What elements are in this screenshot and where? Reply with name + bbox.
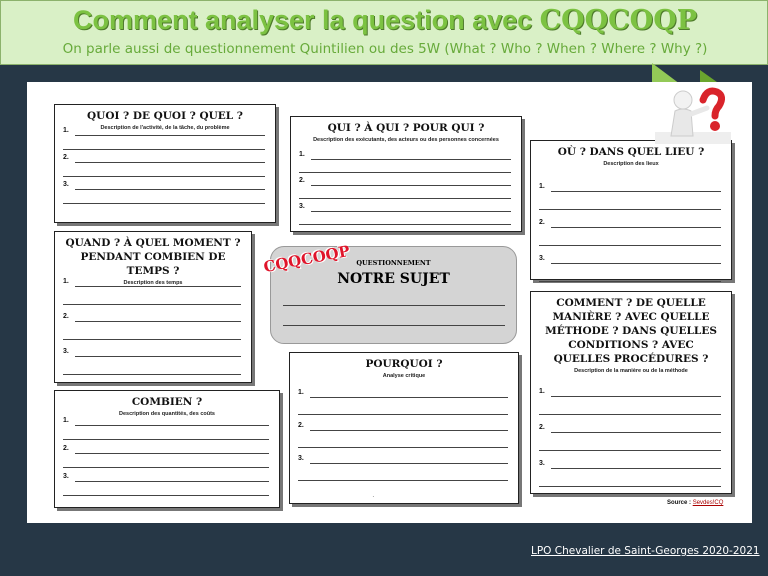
answer-line [63, 203, 265, 204]
answer-line [299, 198, 511, 199]
item-number: 1. [63, 417, 69, 424]
box-description: Description des lieux [603, 161, 659, 167]
box-comment [530, 291, 732, 494]
box-description: Analyse critique [382, 373, 426, 379]
item-number: 1. [298, 389, 304, 396]
answer-line [311, 185, 511, 186]
item-number: 1. [539, 388, 545, 395]
answer-line [299, 224, 511, 225]
answer-line [75, 425, 269, 426]
answer-line [299, 172, 511, 173]
answer-line [551, 432, 721, 433]
worksheet-image [27, 82, 752, 523]
answer-line [310, 463, 508, 464]
cqqcoqp-stamp: CQQCOQP [262, 241, 352, 277]
item-number: 3. [539, 460, 545, 467]
item-number: 2. [63, 154, 69, 161]
questionnement-label: QUESTIONNEMENT [356, 259, 431, 267]
answer-line [539, 245, 721, 246]
item-number: 1. [299, 151, 305, 158]
answer-line [539, 414, 721, 415]
box-title: OÙ ? DANS QUEL LIEU ? [557, 146, 705, 158]
item-number: 3. [299, 203, 305, 210]
answer-line [75, 356, 241, 357]
item-number: 3. [298, 455, 304, 462]
answer-line [63, 304, 241, 305]
item-number: 2. [299, 177, 305, 184]
answer-line [551, 468, 721, 469]
item-number: 3. [63, 348, 69, 355]
subject-line [283, 305, 505, 306]
box-title: COMMENT ? DE QUELLE MANIÈRE ? AVEC QUELLE MÉTHODE ? DANS QUELLES CONDITIONS ? AVEC QUELLES PROCÉDURES ? [545, 297, 717, 365]
item-number: 3. [63, 181, 69, 188]
answer-line [63, 339, 241, 340]
answer-line [75, 321, 241, 322]
item-number: 3. [63, 473, 69, 480]
answer-line [63, 176, 265, 177]
item-number: 1. [63, 278, 69, 285]
answer-line [551, 227, 721, 228]
answer-line [75, 162, 265, 163]
box-description: Description des quantités, des coûts [119, 411, 215, 417]
item-number: 2. [298, 422, 304, 429]
item-number: 3. [539, 255, 545, 262]
box-pourquoi [289, 352, 519, 504]
answer-line [298, 447, 508, 448]
box-title: QUI ? À QUI ? POUR QUI ? [327, 122, 485, 134]
answer-line [75, 135, 265, 136]
answer-line [75, 453, 269, 454]
box-title: QUOI ? DE QUOI ? QUEL ? [87, 110, 243, 122]
box-quoi [54, 104, 276, 223]
box-quand [54, 231, 252, 383]
answer-line [75, 286, 241, 287]
answer-line [310, 397, 508, 398]
answer-line [311, 159, 511, 160]
item-number: 2. [63, 445, 69, 452]
answer-line [551, 396, 721, 397]
source-credit: Source : Sevdes!CQ [667, 500, 724, 506]
item-number: 2. [539, 219, 545, 226]
box-combien [54, 390, 280, 508]
box-qui [290, 116, 522, 232]
answer-line [298, 480, 508, 481]
stray-mark: · [372, 492, 375, 501]
answer-line [63, 495, 269, 496]
answer-line [539, 209, 721, 210]
box-title: QUAND ? À QUEL MOMENT ? PENDANT COMBIEN DE TEMPS ? [65, 237, 241, 277]
answer-line [311, 211, 511, 212]
item-number: 1. [539, 183, 545, 190]
box-ou [530, 140, 732, 280]
answer-line [298, 414, 508, 415]
subject-line [283, 325, 505, 326]
box-description: Description des temps [123, 280, 183, 286]
answer-line [75, 189, 265, 190]
item-number: 1. [63, 127, 69, 134]
answer-line [75, 481, 269, 482]
answer-line [551, 191, 721, 192]
answer-line [63, 149, 265, 150]
box-description: Description de l'activité, de la tâche, du problème [100, 125, 230, 131]
figure-question-mark-icon [655, 86, 731, 144]
subject-title: NOTRE SUJET [337, 271, 450, 287]
box-title: POURQUOI ? [365, 358, 443, 370]
item-number: 2. [539, 424, 545, 431]
answer-line [310, 430, 508, 431]
answer-line [539, 486, 721, 487]
answer-line [63, 439, 269, 440]
answer-line [551, 263, 721, 264]
slide-title: Comment analyser la question avec CQQCOQP [72, 5, 698, 36]
answer-line [539, 281, 721, 282]
answer-line [539, 450, 721, 451]
box-description: Description des exécutants, des acteurs ou des personnes concernées [313, 137, 499, 143]
slide-subtitle: On parle aussi de questionnement Quintilien ou des 5W (What ? Who ? When ? Where ? Why ?) [62, 41, 708, 57]
item-number: 2. [63, 313, 69, 320]
answer-line [63, 467, 269, 468]
answer-line [63, 374, 241, 375]
footer-credit: LPO Chevalier de Saint-Georges 2020-2021 [531, 545, 760, 557]
slide-header [0, 0, 768, 65]
box-title: COMBIEN ? [131, 396, 203, 408]
box-description: Description de la manière ou de la méthode [574, 368, 688, 374]
